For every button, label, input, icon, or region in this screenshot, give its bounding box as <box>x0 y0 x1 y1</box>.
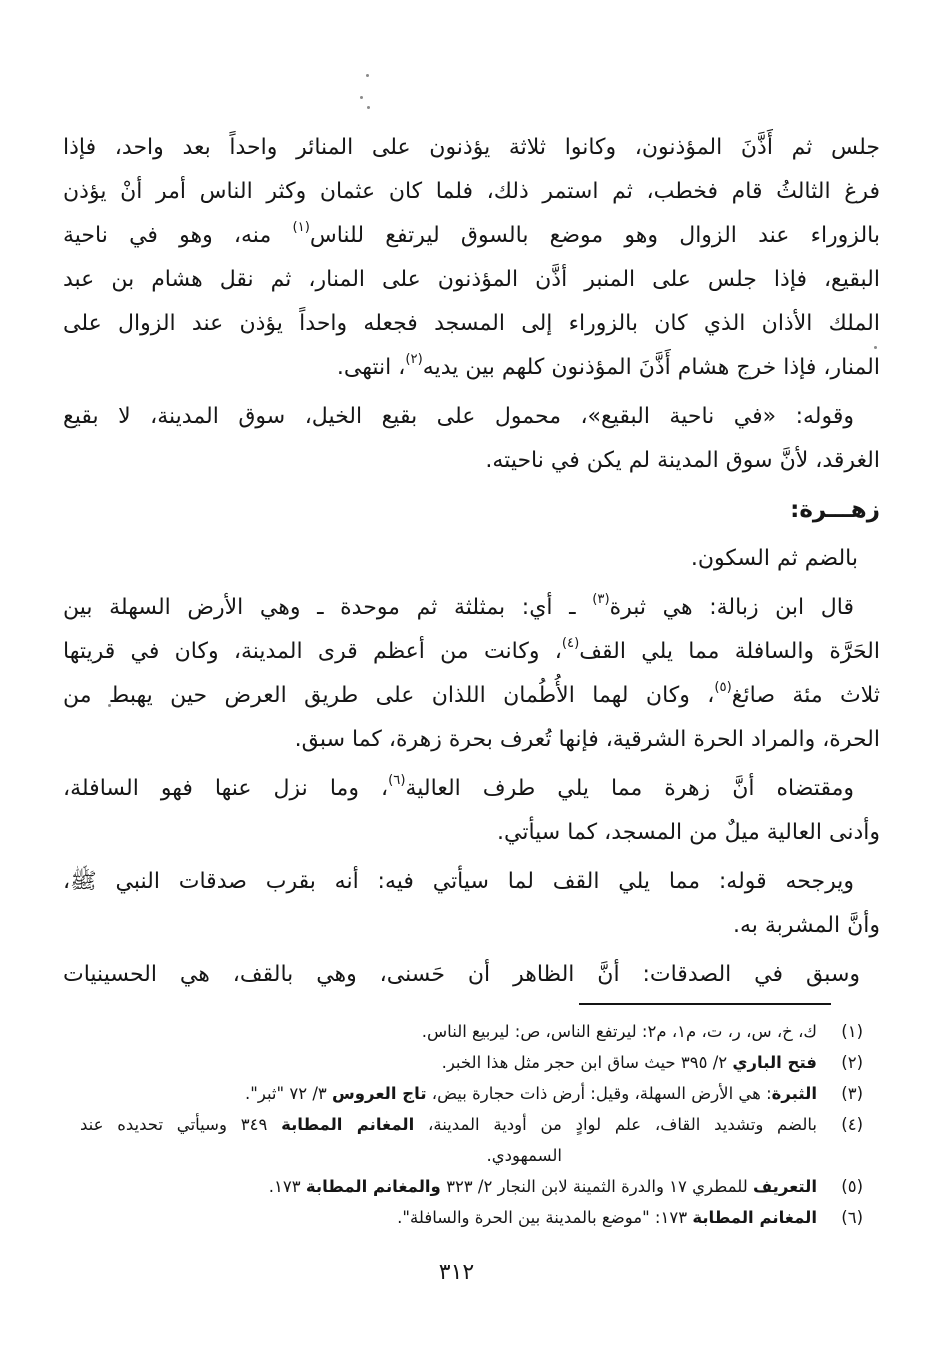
footnote-number: (٦) <box>841 1208 863 1227</box>
text-run: السمهودي. <box>486 1146 562 1165</box>
text-run: للمطري ١٧ والدرة الثمينة لابن النجار ٢/ ٣٢٣ <box>440 1177 753 1196</box>
text-line <box>80 1109 817 1140</box>
text-run: فتح الباري <box>732 1053 817 1072</box>
text-run: المغانم المطابة <box>281 1115 415 1134</box>
footnote-ref: (٤) <box>561 635 580 651</box>
text-run: وأدنى العالية ميلٌ من المسجد، كما سيأتي. <box>497 820 880 845</box>
text-line <box>63 767 880 811</box>
text-line <box>63 302 880 346</box>
footnote-number: (١) <box>841 1022 863 1041</box>
text-run: فرغ الثالثُ قام فخطب، ثم استمر ذلك، فلما كان عثمان وكثر الناس أمر أنْ يؤذن <box>63 179 880 204</box>
text-run: ومقتضاه أنَّ زهرة مما يلي طرف العالية <box>405 776 854 801</box>
text-line <box>63 488 880 532</box>
footnote-text <box>80 1171 817 1202</box>
text-run: الحرة، والمراد الحرة الشرقية، فإنها تُعرف بحرة زهرة، كما سبق. <box>294 727 880 752</box>
footnote-ref: (٦) <box>388 772 406 788</box>
text-run: ١٧٣: "موضع بالمدينة بين الحرة والسافلة". <box>397 1208 693 1227</box>
text-run: بالضم ثم السكون. <box>690 546 858 571</box>
text-run: قال ابن زبالة: هي ثبرة <box>609 595 854 620</box>
footnote-item <box>80 1109 863 1171</box>
text-run: الحَرَّة والسافلة مما يلي القف <box>579 639 880 664</box>
footnote-number: (٤) <box>841 1115 863 1134</box>
text-run: ، وما نزل عنها فهو السافلة، <box>63 776 389 801</box>
text-run: ، وكانت من أعظم قرى المدينة، وكان في قريتها <box>63 639 562 664</box>
text-run: منه، وهو في ناحية <box>63 223 293 248</box>
heading-zuhra <box>63 488 880 532</box>
para-yurajjih <box>63 860 880 948</box>
footnote-separator <box>579 1003 831 1005</box>
text-run: تاج العروس <box>332 1084 427 1103</box>
footnote-text <box>80 1078 817 1109</box>
text-run: وسبق في الصدقات: أنَّ الظاهر أن حَسنى، وهي بالقف، هي الحسينيات <box>63 962 860 987</box>
text-run: ـ أي: بمثلثة ثم موحدة ـ وهي الأرض السهلة بين <box>63 595 593 620</box>
footnote-text <box>80 1047 817 1078</box>
text-line <box>63 811 880 855</box>
scan-speck <box>367 106 370 109</box>
text-run: ، وكان لهما الأُطُمان اللذان على طريق العرض حين يهبط من <box>63 683 715 708</box>
footnotes <box>80 1016 863 1233</box>
footnote-text <box>80 1016 817 1047</box>
text-run: ١٧٣. <box>268 1177 306 1196</box>
footnote-number: (٢) <box>841 1053 863 1072</box>
text-run: بالضم وتشديد القاف، علم لوادٍ من أودية المدينة، <box>414 1115 817 1134</box>
para-adhan <box>63 126 880 390</box>
footnote-ref: (٣) <box>592 591 610 607</box>
text-line <box>63 126 880 170</box>
text-line <box>80 1140 817 1171</box>
scan-speck <box>360 96 363 99</box>
text-line <box>63 674 880 718</box>
text-line <box>80 1047 817 1078</box>
text-run: ٣/ ٧٢ "ثبر". <box>245 1084 333 1103</box>
text-run: ثلاث مئة صائغ <box>731 683 881 708</box>
text-line <box>63 586 880 630</box>
footnote-ref: (١) <box>292 219 310 235</box>
text-run: والمغانم المطابة <box>305 1177 441 1196</box>
scan-speck <box>366 74 369 77</box>
text-run: الغرقد، لأنَّ سوق المدينة لم يكن في ناحيته. <box>485 448 880 473</box>
footnote-text <box>80 1109 817 1171</box>
text-run: ك، خ، س، ر، ت، م١، م٢: ليرتفع الناس، ص: ليربيع الناس. <box>421 1022 817 1041</box>
text-run: الملك الأذان الذي كان بالزوراء إلى المسجد فجعله واحداً يؤذن عند الزوال على <box>63 311 880 336</box>
text-line <box>80 1078 817 1109</box>
main-text <box>63 126 880 1002</box>
text-line <box>63 439 880 483</box>
page-number: ٣١٢ <box>438 1260 475 1285</box>
text-run: ٣٤٩ وسيأتي تحديده عند <box>80 1115 282 1134</box>
footnote-item <box>80 1047 863 1078</box>
text-line <box>63 537 880 581</box>
footnote-item <box>80 1171 863 1202</box>
para-sadaqat <box>63 953 880 997</box>
text-run: البقيع، فإذا جلس على المنبر أذَّن المؤذنون على المنار، ثم نقل هشام بن عبد <box>63 267 880 292</box>
text-run: المنار، فإذا خرج هشام أَذَّنَ المؤذنون كلهم بين يديه <box>422 355 880 380</box>
text-line <box>63 718 880 762</box>
footnote-number: (٣) <box>841 1084 863 1103</box>
text-line <box>80 1171 817 1202</box>
text-line <box>63 346 880 390</box>
text-line <box>63 214 880 258</box>
text-line <box>80 1202 817 1233</box>
text-run: وقوله: «في ناحية البقيع»، محمول على بقيع الخيل، سوق المدينة، لا بقيع <box>63 404 854 429</box>
text-run: الثبرة <box>771 1084 817 1103</box>
text-line <box>80 1016 817 1047</box>
para-damm <box>63 537 880 581</box>
footnote-ref: (٢) <box>405 351 423 367</box>
text-line <box>63 170 880 214</box>
footnote-item <box>80 1202 863 1233</box>
text-line <box>63 630 880 674</box>
text-run: بالزوراء عند الزوال وهو موضع بالسوق ليرتفع للناس <box>309 223 880 248</box>
text-run: ويرجحه قوله: مما يلي القف لما سيأتي فيه: أنه بقرب صدقات النبي ﷺ، <box>63 869 854 894</box>
para-baqi <box>63 395 880 483</box>
text-run: ، انتهى. <box>336 355 406 380</box>
footnote-item <box>80 1016 863 1047</box>
text-line <box>63 395 880 439</box>
text-line <box>63 258 880 302</box>
footnote-number: (٥) <box>841 1177 863 1196</box>
text-run: وأنَّ المشربة به. <box>732 913 880 938</box>
text-run: ٢/ ٣٩٥ حيث ساق ابن حجر مثل هذا الخبر. <box>441 1053 733 1072</box>
para-muqtadah <box>63 767 880 855</box>
text-run: جلس ثم أَذَّنَ المؤذنون، وكانوا ثلاثة يؤذنون على المنائر واحداً بعد واحد، فإذا <box>63 135 880 160</box>
text-run: التعريف <box>752 1177 817 1196</box>
footnote-ref: (٥) <box>714 679 732 695</box>
text-run: زهـــرة: <box>790 497 880 523</box>
text-line <box>63 953 880 997</box>
text-line <box>63 904 880 948</box>
footnote-text <box>80 1202 817 1233</box>
text-line <box>63 860 880 904</box>
text-run: المغانم المطابة <box>692 1208 817 1227</box>
para-ibn-zabala <box>63 586 880 762</box>
footnote-item <box>80 1078 863 1109</box>
text-run: : هي الأرض السهلة، وقيل: أرض ذات حجارة بيض، <box>426 1084 772 1103</box>
